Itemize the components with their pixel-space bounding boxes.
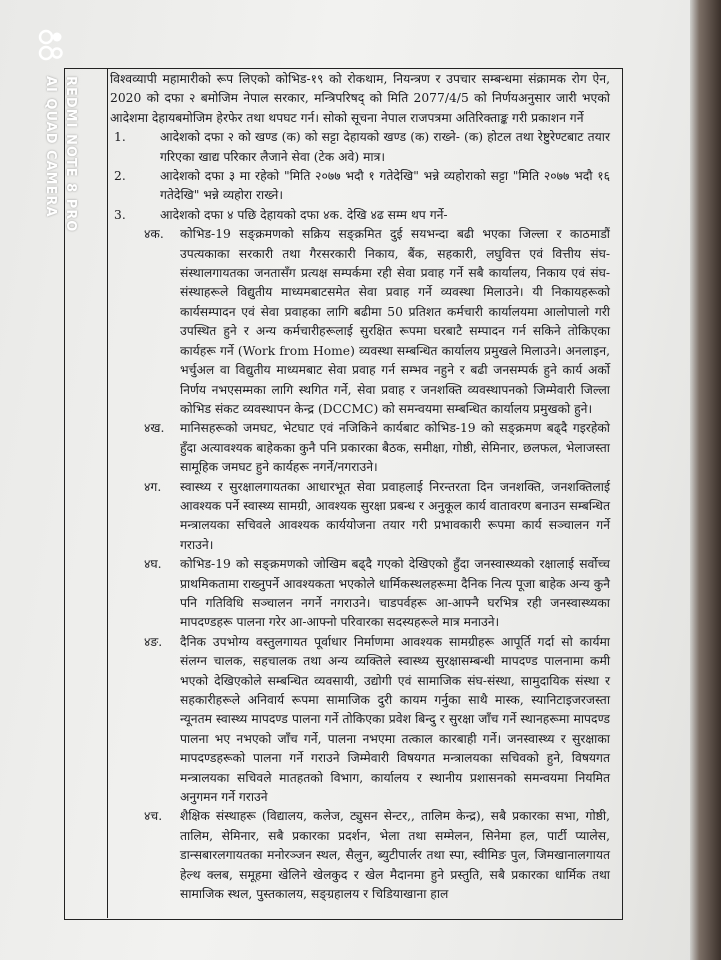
subpoint-text: स्वास्थ्य र सुरक्षालगायतका आधारभूत सेवा प्रवाहलाई निरन्तरता दिन जनशक्ति, जनशक्तिलाई आवश्यक पर्ने स्वास्थ्य सामग्री, आवश्यक सुरक्षा प्रबन्ध र अनुकूल कार्य वातावरण बनाउन सम्बन्धित मन्त्रालयका सचिवले आवश्यक कार्ययोजना तयार गरी प्रभावकारी रूपमा कार्य सञ्चालन गर्ने गराउने। [180,479,610,552]
subpoint-number: ४ङ. [144,634,163,649]
document-body [110,70,610,904]
subpoint-text: कोभिड-19 सङ्क्रमणको सक्रिय सङ्क्रमित दुई सयभन्दा बढी भएका जिल्ला र काठमाडौं उपत्यकाका सरकारी तथा गैरसरकारी निकाय, बैंक, सहकारी, लघुवित्त एवं वित्तीय संघ-संस्थालगायतका जनतासँग प्रत्यक्ष सम्पर्कमा रही सेवा प्रवाह गर्ने सबै कार्यालय, निकाय एवं संघ-संस्थाहरूले विद्युतीय माध्यमबाटसमेत सेवा प्रवाह गर्ने व्यवस्था मिलाउने। यी निकायहरूको कार्यसम्पादन एवं सेवा प्रवाहका लागि बढीमा 50 प्रतिशत कर्मचारी कार्यालयमा आलोपालो गरी उपस्थित हुने र अन्य कर्मचारीहरूलाई सुरक्षित रूपमा घरबाटै सम्पादन गर्न सकिने तोकिएका कार्यहरू गर्ने (Work from Home) व्यवस्था सम्बन्धित कार्यालय प्रमुखले मिलाउने। अनलाइन, भर्चुअल वा विद्युतीय माध्यमबाट सेवा प्रवाह गर्न सम्भव नहुने र बढी जनसम्पर्क हुने कार्य अर्को निर्णय नभएसम्मका लागि स्थगित गर्ने, सेवा प्रवाह र जनशक्ति व्यवस्थापनको जिम्मेवारी जिल्ला कोभिड संकट व्यवस्थापन केन्द्र (DCCMC) को समन्वयमा सम्बन्धित कार्यालय प्रमुखको हुने। [180,227,610,416]
margin-rule [107,68,108,918]
camera-watermark [38,28,78,288]
watermark-line1: REDMI NOTE 8 PRO [63,76,78,233]
subpoint-4nga [110,633,610,808]
point-number: 2. [114,169,126,184]
subpoint-4gha [110,555,610,633]
subpoint-number: ४ख. [144,421,165,436]
subpoint-number: ४क. [144,227,164,242]
subpoint-text: दैनिक उपभोग्य वस्तुलगायत पूर्वाधार निर्माणमा आवश्यक सामग्रीहरू आपूर्ति गर्दा सो कार्यमा संलग्न चालक, सहचालक तथा अन्य व्यक्तिले स्वास्थ्य सुरक्षासम्बन्धी मापदण्ड पालनामा कमी भएको देखिएकोले सम्बन्धित व्यवसायी, उद्योगी एवं सामाजिक संघ-संस्था, सामुदायिक संस्था र सहकारीहरूले अनिवार्य रूपमा सामाजिक दुरी कायम गर्नुका साथै मास्क, स्यानिटाइजरजस्ता न्यूनतम स्वास्थ्य मापदण्ड पालना गर्ने तोकिएका प्रवेश बिन्दु र सुरक्षा जाँच गर्ने स्थानहरूमा मापदण्ड पालना भए नभएको जाँच गर्ने, पालना नभएमा तत्काल कारबाही गर्ने। जनस्वास्थ्य र सुरक्षाका मापदण्डहरूको पालना गर्ने गराउने जिम्मेवारी विषयगत मन्त्रालयका सचिवको हुने, विषयगत मन्त्रालयका सचिवले मातहतको विभाग, कार्यालय र स्थानीय प्रशासनको समन्वयमा नियमित अनुगमन गर्ने गराउने [180,634,610,805]
subpoint-4ka [110,225,610,419]
subpoint-number: ४ग. [144,479,162,494]
subpoint-4cha [110,807,610,904]
watermark-line2: AI QUAD CAMERA [43,76,58,218]
point-2 [110,167,610,206]
subpoint-number: ४घ. [144,557,162,572]
point-3 [110,206,610,225]
dual-camera-lens-icon [38,28,64,68]
subpoint-text: कोभिड-19 को सङ्क्रमणको जोखिम बढ्दै गएको देखिएको हुँदा जनस्वास्थ्यको रक्षालाई सर्वोच्च प्राथमिकतामा राख्नुपर्ने आवश्यकता भएकोले धार्मिकस्थलहरूमा दैनिक नित्य पूजा बाहेक अन्य कुनै पनि गतिविधि सञ्चालन नगर्ने नगराउने। चाडपर्वहरू आ-आफ्नै घरभित्र रही जनस्वास्थ्यका मापदण्डहरू पालना गरेर आ-आफ्नो परिवारका सदस्यहरूले मात्र मनाउने। [180,557,610,630]
subpoint-number: ४च. [144,809,163,824]
point-text: आदेशको दफा २ को खण्ड (क) को सट्टा देहायको खण्ड (क) राख्ने- (क) होटल तथा रेष्टुरेण्टबाट तयार गरिएका खाद्य परिकार लैजाने सेवा (टेक अवे) मात्र। [160,130,610,164]
point-number: 3. [114,207,126,222]
point-text: आदेशको दफा ३ मा रहेको "मिति २०७७ भदौ १ गतेदेखि" भन्ने व्यहोराको सट्टा "मिति २०७७ भदौ १६ गतेदेखि" भन्ने व्यहोरा राख्ने। [160,169,610,203]
intro-paragraph: विश्वव्यापी महामारीको रूप लिएको कोभिड-१९ को रोकथाम, नियन्त्रण र उपचार सम्बन्धमा संक्रामक रोग ऐन, 2020 को दफा २ बमोजिम नेपाल सरकार, मन्त्रिपरिषद् को मिति 2077/4/5 को निर्णयअनुसार जारी भएको आदेशमा देहायबमोजिम हेरफेर तथा थपघट गर्न। सोको सूचना नेपाल राजपत्रमा अतिरिक्ताङ्क गरी प्रकाशन गर्ने [110,72,610,125]
point-number: 1. [114,130,126,145]
point-text: आदेशको दफा ४ पछि देहायको दफा ४क. देखि ४ढ सम्म थप गर्ने- [160,207,448,222]
subpoint-4ga [110,478,610,556]
subpoint-text: मानिसहरूको जमघट, भेटघाट एवं नजिकिने कार्यबाट कोभिड-19 को सङ्क्रमण बढ्दै गइरहेको हुँदा अत्यावश्यक बाहेकका कुनै पनि प्रकारका बैठक, समीक्षा, गोष्ठी, सेमिनार, छलफल, भेलाजस्ता सामूहिक जमघट हुने कार्यहरू नगर्ने/नगराउने। [180,421,610,475]
page-edge-shadow [690,0,721,960]
point-1 [110,128,610,167]
subpoint-text: शैक्षिक संस्थाहरू (विद्यालय, कलेज, ट्युसन सेन्टर,, तालिम केन्द्र), सबै प्रकारका सभा, गोष्ठी, तालिम, सेमिनार, सबै प्रकारका प्रदर्शन, भेला तथा सम्मेलन, सिनेमा हल, पार्टी प्यालेस, डान्सबारलगायतका मनोरञ्जन स्थल, सैलुन, ब्युटीपार्लर तथा स्पा, स्वीमिङ पुल, जिमखानालगायत हेल्थ क्लब, समूहमा खेलिने खेलकुद र खेल मैदानमा हुने प्रस्तुति, सबै प्रकारका धार्मिक तथा सामाजिक स्थल, पुस्तकालय, सङ्ग्रहालय र चिडियाखाना हाल [180,809,610,902]
subpoint-4kha [110,419,610,477]
